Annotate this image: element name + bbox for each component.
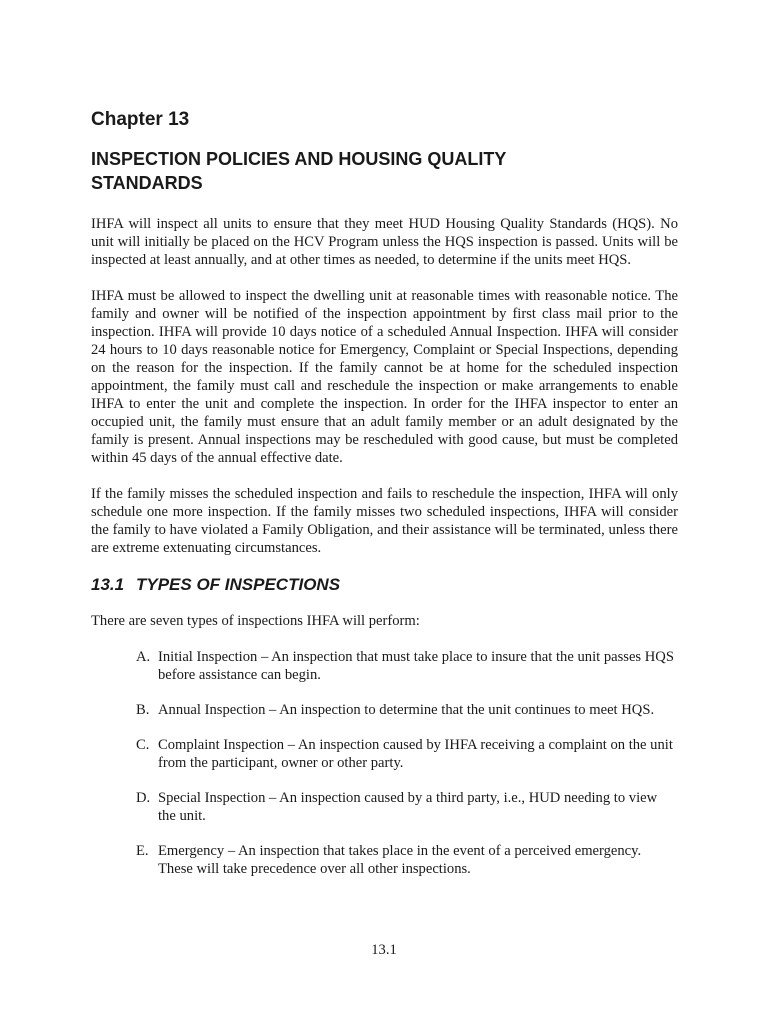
list-item [136, 842, 678, 878]
list-item-letter: A. [136, 649, 151, 665]
list-item [136, 701, 678, 719]
list-item-letter: D. [136, 790, 151, 806]
list-item-text: Complaint Inspection – An inspection caused by IHFA receiving a complaint on the unit from the participant, owner or other party. [158, 737, 673, 771]
chapter-title-line1: INSPECTION POLICIES AND HOUSING QUALITY [91, 149, 507, 169]
chapter-title-line2: STANDARDS [91, 173, 203, 193]
section-title: TYPES OF INSPECTIONS [136, 575, 341, 594]
list-item-text: Special Inspection – An inspection caused by a third party, i.e., HUD needing to view the unit. [158, 790, 658, 824]
chapter-title [91, 147, 678, 195]
section-heading [91, 574, 678, 596]
list-item-text: Annual Inspection – An inspection to determine that the unit continues to meet HQS. [158, 702, 655, 718]
paragraph-1: IHFA will inspect all units to ensure that they meet HUD Housing Quality Standards (HQS). No unit will initially be placed on the HCV Program unless the HQS inspection is passed. Units will be inspected at least annually, and at other times as needed, to determine if the units meet HQS. [91, 216, 678, 268]
inspection-types-list [91, 648, 678, 878]
list-item-letter: E. [136, 843, 149, 859]
types-intro: There are seven types of inspections IHFA will perform: [91, 613, 420, 629]
list-item-letter: C. [136, 737, 150, 753]
chapter-heading: Chapter 13 [91, 109, 190, 130]
paragraph-3: If the family misses the scheduled inspection and fails to reschedule the inspection, IHFA will only schedule one more inspection. If the family misses two scheduled inspections, IHFA will consider the family to have violated a Family Obligation, and their assistance will be terminated, unless there are extreme extenuating circumstances. [91, 486, 678, 556]
paragraph-2: IHFA must be allowed to inspect the dwelling unit at reasonable times with reasonable notice. The family and owner will be notified of the inspection appointment by first class mail prior to the inspection. IHFA will provide 10 days notice of a scheduled Annual Inspection. IHFA will consider 24 hours to 10 days reasonable notice for Emergency, Complaint or Special Inspections, depending on the reason for the inspection. If the family cannot be at home for the scheduled inspection appointment, the family must call and reschedule the inspection or make arrangements to enable IHFA to enter the unit and complete the inspection. In order for the IHFA inspector to enter an occupied unit, the family must ensure that an adult family member or an adult designated by the family is present. Annual inspections may be rescheduled with good cause, but must be completed within 45 days of the annual effective date. [91, 288, 678, 466]
list-item-text: Initial Inspection – An inspection that must take place to insure that the unit passes HQS before assistance can begin. [158, 649, 674, 683]
section-number: 13.1 [91, 575, 125, 594]
list-item-text: Emergency – An inspection that takes place in the event of a perceived emergency. These will take precedence over all other inspections. [158, 843, 642, 877]
page-content [91, 108, 678, 895]
page-number: 13.1 [371, 942, 397, 958]
list-item-letter: B. [136, 702, 150, 718]
list-item [136, 648, 678, 684]
list-item [136, 789, 678, 825]
list-item [136, 736, 678, 772]
